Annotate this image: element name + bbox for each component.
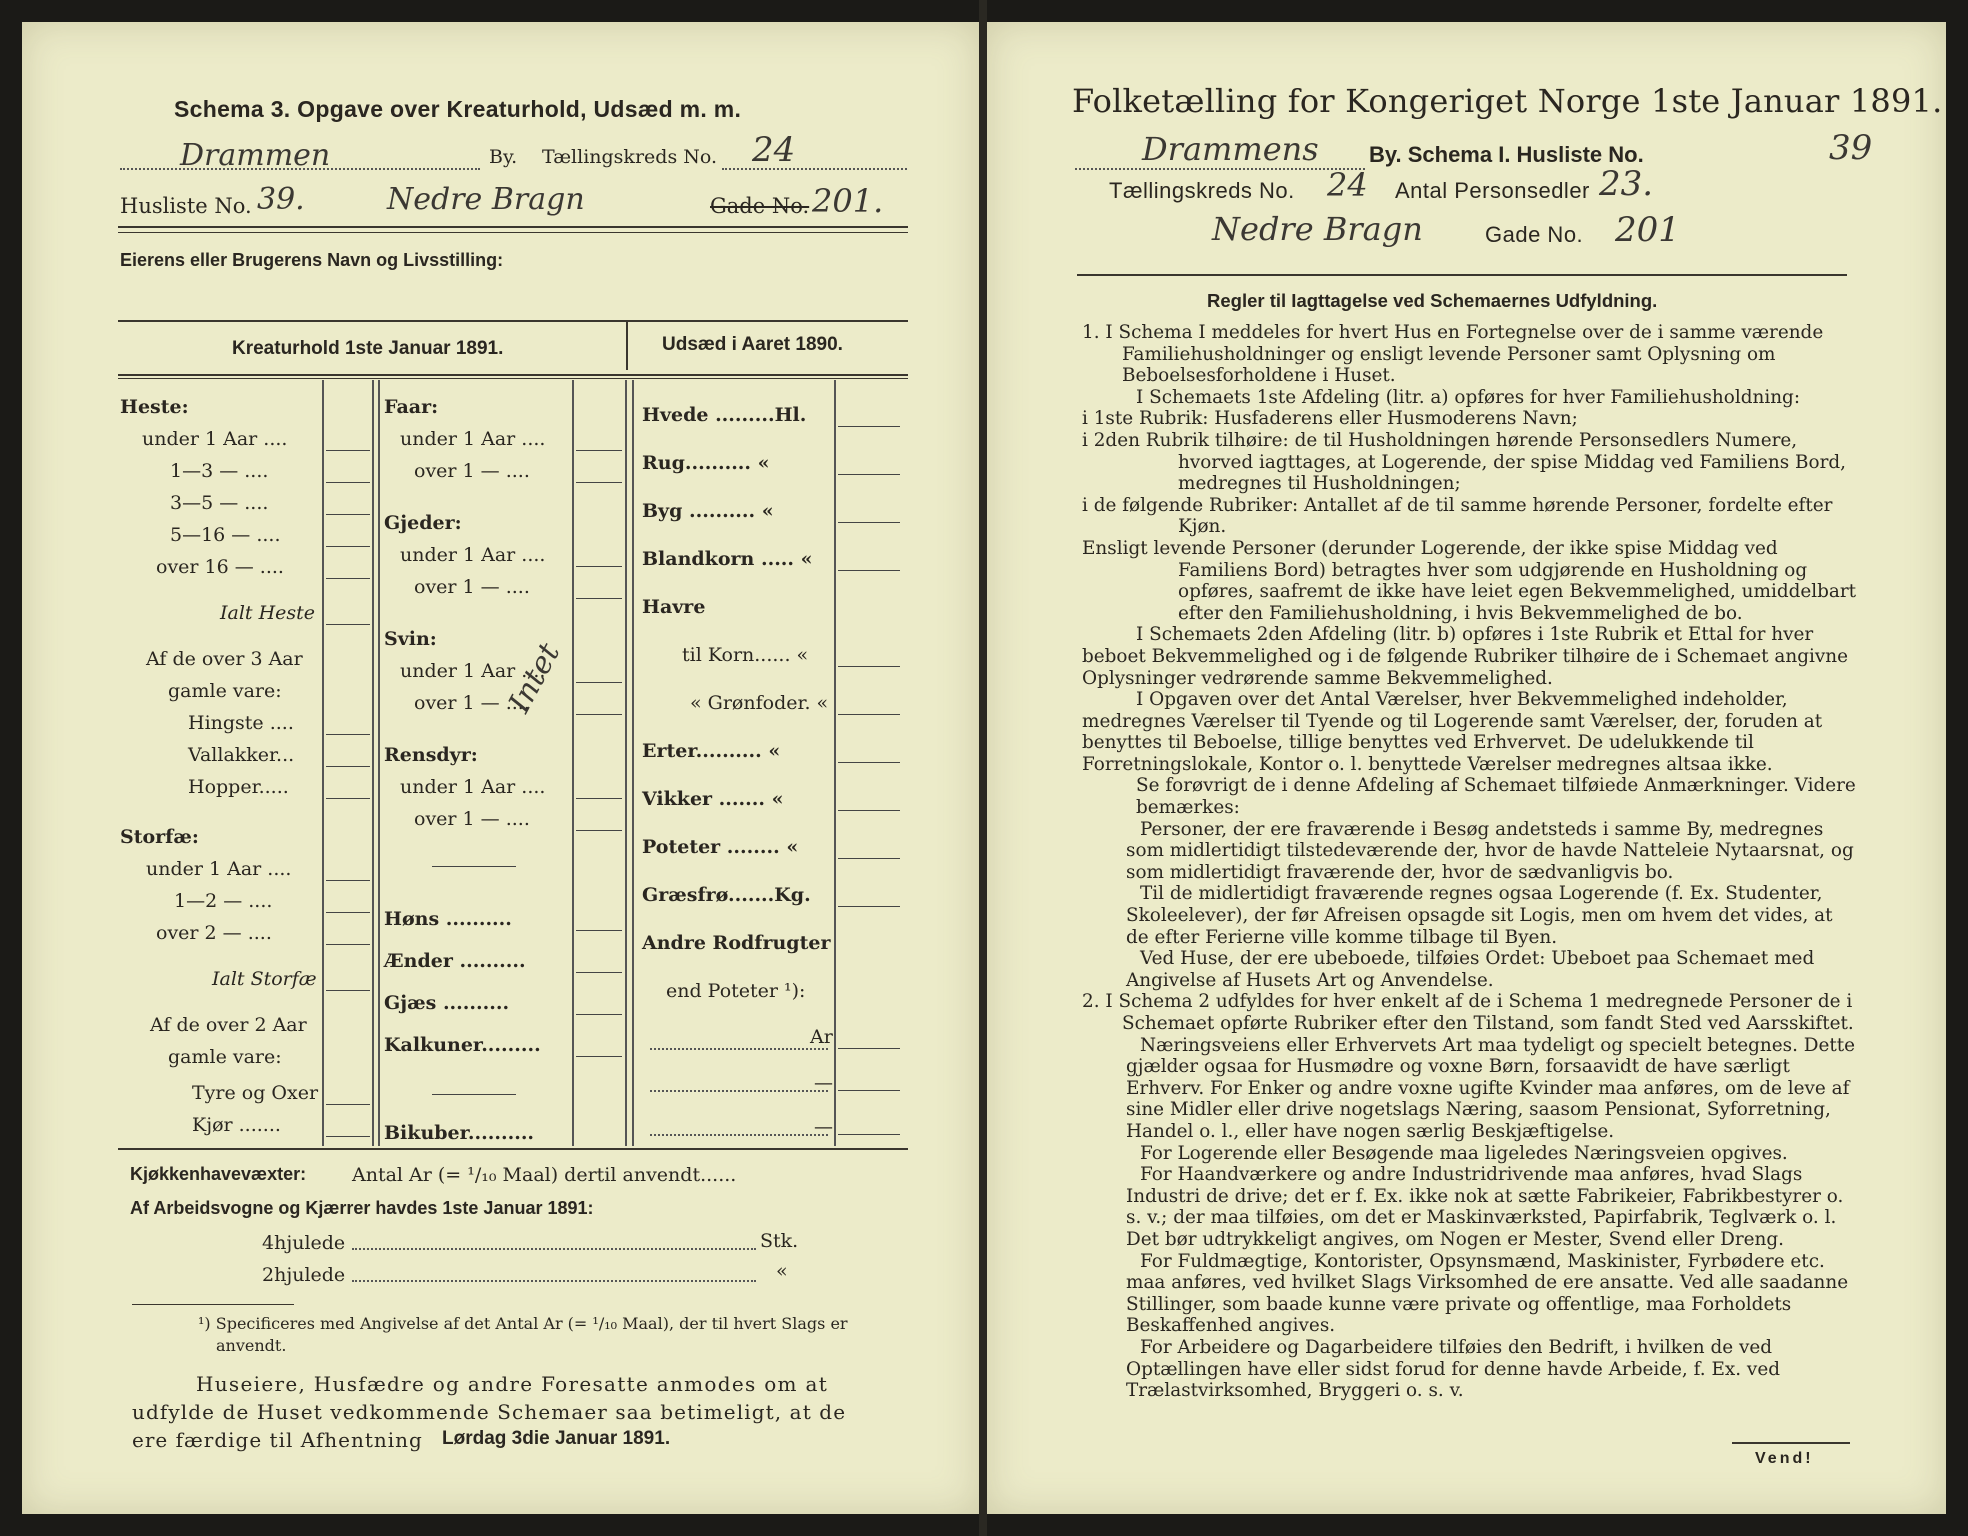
- gronfoder: « Grønfoder. «: [690, 692, 829, 714]
- af-de-over-2: Af de over 2 Aar: [150, 1014, 307, 1036]
- blank: [326, 798, 370, 799]
- hvede: Hvede .........Hl.: [642, 404, 807, 426]
- blank: [838, 714, 900, 715]
- blank: [326, 766, 370, 767]
- blank: [326, 912, 370, 913]
- husliste-label: Husliste No.: [120, 194, 252, 218]
- handwritten-intet: Intet: [502, 637, 568, 719]
- gutter: [979, 0, 987, 1536]
- faar-label: Faar:: [384, 396, 439, 418]
- blank: [838, 570, 900, 571]
- kjor: Kjør .......: [192, 1114, 281, 1136]
- blank: [838, 522, 900, 523]
- rule-2a: Næringsveiens eller Erhvervets Art maa tydeligt og specielt betegnes. Dette gjælder ogsaa for Husmødre og voxne Børn, forsaavidt de have særligt Erhverv. For Enker og andre voxne ugifte Kvinder maa anføres, om de leve af sine Midler eller drive nogetslags Næring, saasom Pensionat, Syforretning, Handel o. l., eller have nogen særlig Beskjæftigelse.: [1126, 1034, 1856, 1142]
- gamle-vare: gamle vare:: [168, 680, 282, 702]
- blank: [838, 1090, 900, 1091]
- graesfro: Græsfrø.......Kg.: [642, 884, 811, 906]
- right-kreds-label: Tællingskreds No.: [1109, 178, 1295, 203]
- hons: Høns ..........: [384, 908, 512, 930]
- right-gade-handwritten: Nedre Bragn: [1212, 210, 1423, 248]
- rule-1g: I Opgaven over det Antal Værelser, hver Bekvemmelighed indeholder, medregnes Værelser til Tyende og til Logerende samt Værelser, der, foruden at benyttes til Beboelse, tillige benyttes ved Erhvervet. De udelukkende til Forretningslokale, Kontor o. l. benyttede Værelser medregnes altsaa ikke.: [1082, 689, 1823, 775]
- husliste-handwritten: 39.: [257, 182, 305, 217]
- kreatur-header: Kreaturhold 1ste Januar 1891.: [232, 338, 504, 359]
- bikuber: Bikuber..........: [384, 1122, 535, 1144]
- left-title: Schema 3. Opgave over Kreaturhold, Udsæd m. m.: [174, 96, 742, 122]
- faar-row-1: under 1 Aar ....: [400, 428, 546, 450]
- blank: [326, 1136, 370, 1137]
- schema-line: By. Schema I. Husliste No.: [1369, 142, 1644, 167]
- rule-1h: Se forøvrigt de i denne Afdeling af Schemaet tilføiede Anmærkninger. Videre bemærkes:: [1136, 775, 1856, 819]
- husliste-rule: [118, 226, 908, 228]
- right-gade-no-handwritten: 201: [1615, 210, 1680, 250]
- faar-row-2: over 1 — ....: [414, 460, 530, 482]
- hjul2-label: 2hjulede: [262, 1264, 346, 1286]
- gade-handwritten: Nedre Bragn: [387, 182, 585, 217]
- gamle-vare-2: gamle vare:: [168, 1046, 282, 1068]
- blank: [576, 798, 622, 799]
- blank: [576, 1014, 622, 1015]
- blank: [576, 830, 622, 831]
- svin-row-1: under 1 Aar ....: [400, 660, 546, 682]
- blank: [326, 624, 370, 625]
- by-dotted-line: [120, 168, 480, 170]
- til-korn: til Korn...... «: [682, 644, 809, 666]
- antal-handwritten: 23.: [1599, 164, 1654, 204]
- vikker: Vikker ....... «: [642, 788, 784, 810]
- udsaed-header: Udsæd i Aaret 1890.: [662, 334, 843, 355]
- right-by-dotted: [1075, 168, 1365, 170]
- arbeid-label: Af Arbeidsvogne og Kjærrer havdes 1ste Januar 1891:: [130, 1198, 594, 1218]
- rule-1a: I Schemaets 1ste Afdeling (litr. a) opføres for hver Familiehusholdning:: [1136, 386, 1801, 408]
- poteter: Poteter ........ «: [642, 836, 799, 858]
- blank: [326, 546, 370, 547]
- rules-body: [1082, 322, 1857, 1402]
- heste-row-2: 1—3 — ....: [170, 460, 269, 482]
- svin-label: Svin:: [384, 628, 437, 650]
- dash-2: —: [814, 1116, 833, 1138]
- rule-1j: Til de midlertidigt fraværende regnes ogsaa Logerende (f. Ex. Studenter, Skoleelever), der før Afreisen opsagde sit Logis, men om hvem det vides, at de efter Ferierne ville komme tilbage til Byen.: [1126, 883, 1833, 948]
- gjeder-label: Gjeder:: [384, 512, 462, 534]
- hjul4-label: 4hjulede: [262, 1232, 346, 1254]
- rule-1d: i de følgende Rubriker: Antallet af de til samme hørende Personer, fordelte efter Kjøn.: [1082, 494, 1833, 538]
- separator-2: [432, 1094, 516, 1095]
- blank: [576, 482, 622, 483]
- rensdyr-label: Rensdyr:: [384, 744, 478, 766]
- col3-line-b: [834, 380, 836, 1146]
- closing-line-3a: ere færdige til Afhentning: [132, 1428, 423, 1452]
- rensdyr-row-1: under 1 Aar ....: [400, 776, 546, 798]
- heste-row-5: over 16 — ....: [156, 556, 284, 578]
- kjokken-label: Kjøkkenhavevæxter:: [130, 1164, 307, 1184]
- gjeder-row-1: under 1 Aar ....: [400, 544, 546, 566]
- husliste-rule-2: [118, 232, 908, 233]
- dash-1: —: [814, 1072, 833, 1094]
- storfae-row-3: over 2 — ....: [156, 922, 272, 944]
- stk-label: Stk.: [760, 1230, 799, 1252]
- left-page-schema-3: [22, 22, 979, 1514]
- blank: [326, 944, 370, 945]
- blank: [576, 1056, 622, 1057]
- blank: [838, 1048, 900, 1049]
- rules-title: Regler til Iagttagelse ved Schemaernes Udfyldning.: [1207, 290, 1658, 311]
- rule-1e: Ensligt levende Personer (derunder Logerende, der ikke spise Middag ved Familiens Bord) betragtes hver som udgjørende en Husholdning og opføres, saafremt de ikke have leiet egen Bekvemmelighed, umiddelbart efter den Familiehusholdning, i hvis Bekvemmelighed de bo.: [1082, 537, 1857, 624]
- rule-1f: I Schemaets 2den Afdeling (litr. b) opføres i 1ste Rubrik et Ettal for hver beboet Bekvemmelighed og i de følgende Rubriker tilhøire de i Schemaet angivne Oplysninger vedrørende samme Bekvemmelighed.: [1082, 624, 1848, 689]
- blank: [838, 762, 900, 763]
- blank: [838, 474, 900, 475]
- blank: [326, 450, 370, 451]
- blank: [326, 482, 370, 483]
- rule-1k: Ved Huse, der ere ubeboede, tilføies Ordet: Ubeboet paa Schemaet med Angivelse af Husets Art og Anvendelse.: [1126, 948, 1815, 991]
- rule-1: 1. I Schema I meddeles for hvert Hus en Fortegnelse over de i samme værende Familiehusholdninger og ensligt levende Personer samt Oplysning om Beboelsesforholdene i Huset.: [1082, 322, 1824, 387]
- table-top-rule: [118, 320, 908, 322]
- rule-2d: For Fuldmægtige, Kontorister, Opsynsmænd, Maskinister, Fyrbødere etc. maa anføres, ved hvilket Slags Virksomhed de ere ansatte. Ved alle saadanne Stillinger, som baade kunne være private og offentlige, maa Forholdets Beskaffenhed angives.: [1126, 1250, 1849, 1337]
- rug: Rug.......... «: [642, 452, 770, 474]
- right-header-rule: [1077, 274, 1847, 276]
- byg: Byg .......... «: [642, 500, 774, 522]
- gjaes: Gjæs ..........: [384, 992, 510, 1014]
- blank: [576, 566, 622, 567]
- kreds-label: Tællingskreds No.: [542, 146, 717, 168]
- storfae-row-1: under 1 Aar ....: [146, 858, 292, 880]
- col3-line-a: [632, 380, 634, 1146]
- right-by-handwritten: Drammens: [1142, 130, 1319, 168]
- blank: [576, 714, 622, 715]
- gjeder-row-2: over 1 — ....: [414, 576, 530, 598]
- ialt-storfae: Ialt Storfæ: [212, 968, 317, 990]
- closing-line-2: udfylde de Huset vedkommende Schemaer saa betimeligt, at de: [132, 1400, 847, 1424]
- col2-line-a: [378, 380, 380, 1146]
- rule-1b: i 1ste Rubrik: Husfaderens eller Husmoderens Navn;: [1082, 408, 1578, 430]
- aender: Ænder ..........: [384, 950, 526, 972]
- blank: [326, 1104, 370, 1105]
- tyre-og-oxer: Tyre og Oxer: [192, 1082, 319, 1104]
- footnote-rule: [132, 1304, 294, 1305]
- col1-line-a: [322, 380, 324, 1146]
- closing-line-3b: Lørdag 3die Januar 1891.: [442, 1428, 671, 1449]
- heste-row-4: 5—16 — ....: [170, 524, 281, 546]
- col2-line-c: [625, 380, 627, 1146]
- ditto-mark: «: [776, 1260, 788, 1282]
- svin-row-2: over 1 — ....: [414, 692, 530, 714]
- vend-label: Vend!: [1755, 1450, 1814, 1467]
- kalkuner: Kalkuner.........: [384, 1034, 541, 1056]
- kreds-handwritten: 24: [752, 130, 796, 170]
- by-label: By.: [489, 146, 518, 168]
- hingste: Hingste ....: [188, 712, 294, 734]
- gade-label: Gade No.: [710, 194, 810, 218]
- rule-1i: Personer, der ere fraværende i Besøg andetsteds i samme By, medregnes som midlertidigt tilstedeværende der, hvor de havde Natteleie Nytaarsnat, og som midlertidigt fraværende der, hvor de sædvanligvis bo.: [1126, 818, 1854, 883]
- right-title: Folketælling for Kongeriget Norge 1ste Januar 1891.: [1072, 82, 1943, 120]
- blank: [576, 972, 622, 973]
- right-kreds-handwritten: 24: [1327, 166, 1368, 204]
- end-poteter: end Poteter ¹):: [666, 980, 806, 1002]
- blandkorn: Blandkorn ..... «: [642, 548, 813, 570]
- storfae-label: Storfæ:: [120, 826, 199, 848]
- blank: [576, 682, 622, 683]
- rule-2: 2. I Schema 2 udfyldes for hver enkelt af de i Schema 1 medregnede Personer de i Schemaet opførte Rubriker efter den Tilstand, som fandt Sted ved Aarsskiftet.: [1082, 991, 1854, 1034]
- owner-label: Eierens eller Brugerens Navn og Livsstilling:: [120, 250, 504, 270]
- blank: [576, 450, 622, 451]
- af-de-over-3: Af de over 3 Aar: [146, 648, 303, 670]
- ar-label: Ar: [810, 1026, 833, 1048]
- vend-rule: [1732, 1442, 1850, 1444]
- heste-label: Heste:: [120, 396, 189, 418]
- rule-1c: i 2den Rubrik tilhøire: de til Husholdningen hørende Personsedlers Numere, hvorved iagttages, at Logerende, der spise Middag ved Familiens Bord, medregnes til Husholdningen;: [1082, 429, 1846, 495]
- closing-line-1: Huseiere, Husfædre og andre Foresatte anmodes om at: [196, 1372, 829, 1396]
- hjul4-dotted: [352, 1248, 756, 1250]
- erter: Erter.......... «: [642, 740, 781, 762]
- header-bottom-rule-2: [118, 378, 908, 379]
- header-divider: [626, 320, 628, 370]
- col1-line-b: [372, 380, 374, 1146]
- blank: [838, 810, 900, 811]
- blank: [838, 1134, 900, 1135]
- right-page-schema-1: [987, 22, 1946, 1514]
- blank: [838, 426, 900, 427]
- ialt-heste: Ialt Heste: [220, 602, 316, 624]
- rule-2e: For Arbeidere og Dagarbeidere tilføies den Bedrift, i hvilken de ved Optællingen have eller sidst forud for denne havde Arbeide, f. Ex. ved Trælastvirksomhed, Bryggeri o. s. v.: [1126, 1336, 1780, 1402]
- kjokken-rest: Antal Ar (= ¹/₁₀ Maal) dertil anvendt......: [352, 1164, 737, 1186]
- separator: [432, 866, 516, 867]
- blank: [326, 880, 370, 881]
- gade-no-handwritten: 201.: [812, 182, 884, 220]
- heste-row-3: 3—5 — ....: [170, 492, 269, 514]
- blank: [838, 666, 900, 667]
- hjul2-dotted: [352, 1280, 756, 1282]
- footnote-line-2: anvendt.: [216, 1336, 287, 1355]
- table-bottom-rule: [118, 1148, 908, 1150]
- heste-row-1: under 1 Aar ....: [142, 428, 288, 450]
- andre-rodfrugter: Andre Rodfrugter: [642, 932, 831, 954]
- blank: [576, 930, 622, 931]
- rule-2b: For Logerende eller Besøgende maa ligeledes Næringsveien opgives.: [1140, 1142, 1788, 1164]
- footnote-line-1: ¹) Specificeres med Angivelse af det Antal Ar (= ¹/₁₀ Maal), der til hvert Slags er: [198, 1314, 848, 1333]
- antal-label: Antal Personsedler: [1395, 178, 1590, 203]
- hopper: Hopper.....: [188, 776, 289, 798]
- header-bottom-rule: [118, 374, 908, 376]
- kreds-dotted-line: [722, 168, 907, 170]
- blank: [838, 858, 900, 859]
- col2-line-b: [572, 380, 574, 1146]
- blank: [838, 906, 900, 907]
- blank: [326, 514, 370, 515]
- blank: [326, 578, 370, 579]
- vallakker: Vallakker...: [188, 744, 295, 766]
- storfae-row-2: 1—2 — ....: [174, 890, 273, 912]
- rule-2c: For Haandværkere og andre Industridrivende maa anføres, hvad Slags Industri de drive; det er f. Ex. ikke nok at sætte Fabrikeier, Fabrikbestyrer o. s. v.; der maa tilføies, om det er Maskinværksted, Papirfabrik, Teglværk o. l. Det bør udtrykkeligt angives, om Nogen er Mester, Svend eller Dreng.: [1126, 1164, 1844, 1250]
- rensdyr-row-2: over 1 — ....: [414, 808, 530, 830]
- blank: [326, 990, 370, 991]
- right-husliste-handwritten: 39: [1829, 128, 1873, 168]
- blank: [576, 598, 622, 599]
- blank: [326, 734, 370, 735]
- dotted-3: [650, 1134, 828, 1136]
- by-handwritten: Drammen: [180, 138, 331, 173]
- dotted-2: [650, 1090, 828, 1092]
- right-gade-label: Gade No.: [1485, 222, 1584, 247]
- dotted-1: [650, 1048, 828, 1050]
- havre: Havre: [642, 596, 706, 618]
